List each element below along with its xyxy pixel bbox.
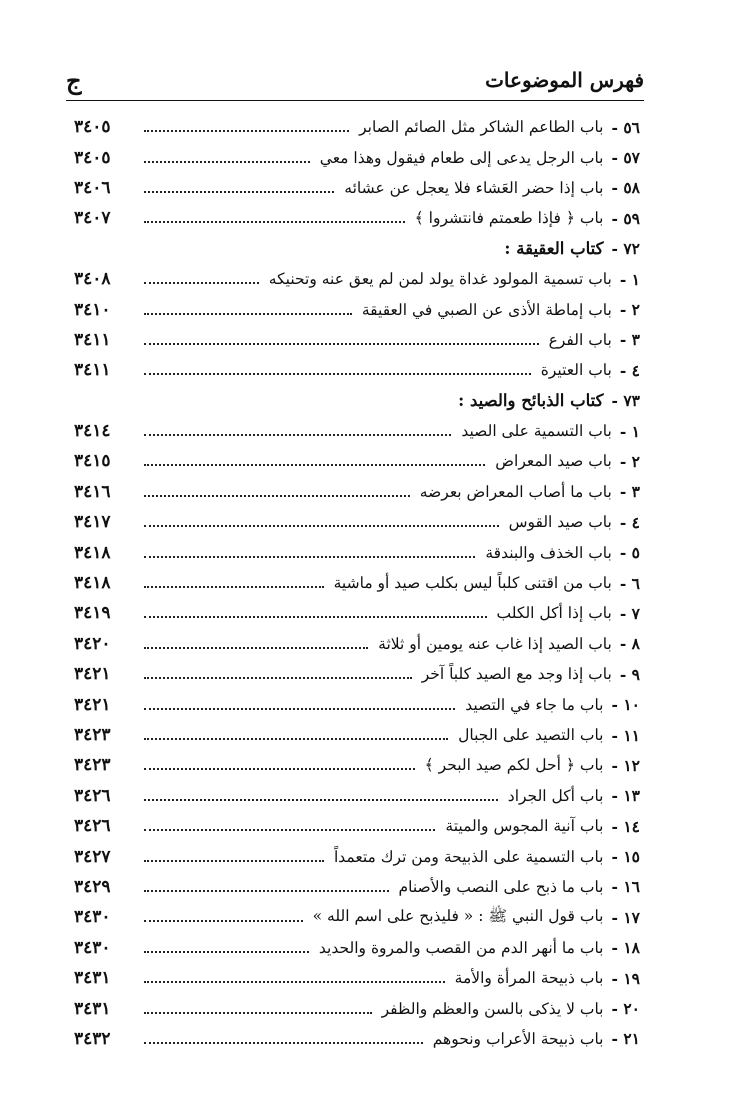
- toc-book-heading: [74, 234, 640, 264]
- dot-leader: [144, 556, 475, 558]
- toc-entry: [74, 841, 640, 871]
- toc-entry: [74, 993, 640, 1023]
- entry-title: باب تسمية المولود غداة يولد لمن لم يعق عنه وتحنيكه: [268, 270, 612, 289]
- entry-title: باب ذبيحة المرأة والأمة: [454, 969, 604, 988]
- dot-leader: [144, 677, 412, 679]
- dot-leader: [144, 647, 368, 649]
- entry-page-number: ٣٤١٨: [74, 542, 111, 563]
- entry-title: باب قول النبي ﷺ : « فليذبح على اسم الله »: [312, 906, 604, 925]
- entry-number: ٧٢ -: [611, 239, 640, 259]
- entry-page-number: ٣٤٢١: [74, 694, 111, 715]
- entry-title: باب ﴿ أحل لكم صيد البحر ﴾: [424, 756, 604, 775]
- entry-page-number: ٣٤٠٨: [74, 269, 111, 290]
- entry-page-number: ٣٤٠٦: [74, 177, 111, 198]
- entry-page-number: ٣٤٢١: [74, 664, 111, 685]
- dot-leader: [144, 738, 448, 740]
- entry-page-number: ٣٤٢٩: [74, 876, 111, 897]
- entry-page-number: ٣٤٢٧: [74, 846, 111, 867]
- entry-number: ٤ -: [619, 360, 640, 380]
- page-header: [66, 66, 644, 101]
- toc-entry: [74, 264, 640, 294]
- toc-entry: [74, 568, 640, 598]
- dot-leader: [144, 708, 455, 710]
- toc-entry: [74, 477, 640, 507]
- entry-title: كتاب العقيقة :: [504, 239, 604, 259]
- entry-page-number: ٣٤١٩: [74, 603, 111, 624]
- entry-number: ٤ -: [619, 512, 640, 532]
- toc-entry: [74, 720, 640, 750]
- toc-entry: [74, 173, 640, 203]
- dot-leader: [144, 616, 487, 618]
- entry-page-number: ٣٤٣١: [74, 998, 111, 1019]
- dot-leader: [144, 1042, 423, 1044]
- toc-entry: [74, 446, 640, 476]
- entry-page-number: ٣٤٢٠: [74, 633, 111, 654]
- toc-entry: [74, 537, 640, 567]
- entry-page-number: ٣٤٠٥: [74, 117, 111, 138]
- toc-entry: [74, 659, 640, 689]
- entry-number: ١١ -: [611, 725, 640, 745]
- toc-entry: [74, 203, 640, 233]
- entry-title: باب التسمية على الصيد: [461, 422, 612, 441]
- toc-book-heading: [74, 386, 640, 416]
- dot-leader: [144, 981, 445, 983]
- entry-title: باب صيد المعراض: [495, 452, 612, 471]
- toc-entry: [74, 689, 640, 719]
- toc-entry: [74, 629, 640, 659]
- dot-leader: [144, 191, 334, 193]
- entry-number: ١ -: [619, 269, 640, 289]
- entry-number: ١٥ -: [611, 847, 640, 867]
- entry-number: ٨ -: [619, 634, 640, 654]
- toc-entry: [74, 963, 640, 993]
- entry-title: باب إذا وجد مع الصيد كلباً آخر: [421, 665, 612, 684]
- toc-entry: [74, 142, 640, 172]
- dot-leader: [144, 920, 303, 922]
- entry-page-number: ٣٤٣٠: [74, 907, 111, 928]
- entry-page-number: ٣٤٢٦: [74, 816, 111, 837]
- page-letter: ج: [66, 66, 82, 95]
- entry-title: باب ما جاء في التصيد: [465, 695, 604, 714]
- entry-title: باب صيد القوس: [508, 513, 612, 532]
- entry-page-number: ٣٤١٦: [74, 481, 111, 502]
- dot-leader: [144, 373, 531, 375]
- entry-number: ١٩ -: [611, 968, 640, 988]
- entry-page-number: ٣٤٣٠: [74, 937, 111, 958]
- entry-page-number: ٣٤١٥: [74, 451, 111, 472]
- entry-page-number: ٣٤١١: [74, 360, 111, 381]
- entry-number: ٢ -: [619, 300, 640, 320]
- entry-title: باب إماطة الأذى عن الصبي في العقيقة: [361, 300, 612, 319]
- entry-number: ١٣ -: [611, 786, 640, 806]
- entry-number: ٥٧ -: [611, 148, 640, 168]
- entry-title: باب التسمية على الذبيحة ومن ترك متعمداً: [333, 847, 604, 866]
- entry-title: باب الخذف والبندقة: [485, 543, 612, 562]
- entry-number: ٢١ -: [611, 1029, 640, 1049]
- entry-page-number: ٣٤٣١: [74, 968, 111, 989]
- header-title: فهرس الموضوعات: [485, 68, 644, 92]
- entry-page-number: ٣٤٢٣: [74, 725, 111, 745]
- toc-entry: [74, 416, 640, 446]
- dot-leader: [144, 799, 498, 801]
- entry-title: باب إذا أكل الكلب: [496, 604, 612, 623]
- entry-page-number: ٣٤١١: [74, 329, 111, 350]
- entry-page-number: ٣٤٢٦: [74, 785, 111, 806]
- entry-title: باب ما أصاب المعراض بعرضه: [419, 482, 612, 501]
- entry-title: باب آنية المجوس والميتة: [445, 817, 604, 836]
- entry-page-number: ٣٤١٠: [74, 299, 111, 320]
- entry-title: باب ما أنهر الدم من القصب والمروة والحديد: [318, 938, 604, 957]
- entry-page-number: ٣٤١٧: [74, 512, 111, 533]
- dot-leader: [144, 951, 309, 953]
- toc-entry: [74, 1024, 640, 1054]
- entry-number: ١٤ -: [611, 816, 640, 836]
- dot-leader: [144, 221, 405, 223]
- entry-number: ٧ -: [619, 603, 640, 623]
- dot-leader: [144, 495, 410, 497]
- entry-number: ٧٣ -: [611, 391, 640, 411]
- entry-title: باب العتيرة: [540, 361, 612, 380]
- entry-title: باب أكل الجراد: [507, 786, 604, 805]
- table-of-contents: [74, 112, 640, 1054]
- entry-page-number: ٣٤١٨: [74, 573, 111, 594]
- entry-title: باب التصيد على الجبال: [458, 726, 604, 744]
- entry-page-number: ٣٤١٤: [74, 421, 111, 442]
- toc-entry: [74, 872, 640, 902]
- entry-number: ١٦ -: [611, 877, 640, 897]
- entry-number: ٢ -: [619, 451, 640, 471]
- dot-leader: [144, 282, 259, 284]
- dot-leader: [144, 434, 451, 436]
- toc-entry: [74, 355, 640, 385]
- entry-page-number: ٣٤٢٣: [74, 755, 111, 776]
- dot-leader: [144, 768, 415, 770]
- entry-title: كتاب الذبائح والصيد :: [458, 391, 604, 411]
- entry-number: ٩ -: [619, 664, 640, 684]
- entry-title: باب من اقتنى كلباً ليس بكلب صيد أو ماشية: [333, 574, 612, 593]
- toc-entry: [74, 294, 640, 324]
- entry-number: ٥٩ -: [611, 208, 640, 228]
- entry-title: باب ﴿ فإذا طعمتم فانتشروا ﴾: [414, 209, 604, 228]
- entry-title: باب ما ذبح على النصب والأصنام: [398, 877, 604, 896]
- dot-leader: [144, 313, 352, 315]
- toc-entry: [74, 811, 640, 841]
- dot-leader: [144, 829, 435, 831]
- entry-title: باب الفرع: [548, 330, 612, 349]
- entry-title: باب إذا حضر العَشاء فلا يعجل عن عشائه: [344, 178, 604, 197]
- entry-title: باب الصيد إذا غاب عنه يومين أو ثلاثة: [378, 634, 612, 653]
- dot-leader: [144, 1012, 372, 1014]
- entry-title: باب الطاعم الشاكر مثل الصائم الصابر: [359, 118, 604, 137]
- dot-leader: [144, 130, 349, 132]
- entry-number: ١ -: [619, 421, 640, 441]
- dot-leader: [144, 860, 324, 862]
- dot-leader: [144, 464, 485, 466]
- entry-number: ٢٠ -: [611, 999, 640, 1019]
- toc-entry: [74, 781, 640, 811]
- dot-leader: [144, 586, 324, 588]
- entry-number: ٥ -: [619, 543, 640, 563]
- toc-entry: [74, 902, 640, 932]
- entry-title: باب ذبيحة الأعراب ونحوهم: [432, 1029, 604, 1048]
- toc-entry: [74, 933, 640, 963]
- entry-number: ١٢ -: [611, 755, 640, 775]
- toc-entry: [74, 325, 640, 355]
- toc-entry: [74, 598, 640, 628]
- entry-title: باب الرجل يدعى إلى طعام فيقول وهذا معي: [319, 148, 604, 167]
- entry-number: ٣ -: [619, 482, 640, 502]
- entry-number: ١٨ -: [611, 938, 640, 958]
- entry-page-number: ٣٤٣٢: [74, 1028, 111, 1049]
- entry-page-number: ٣٤٠٥: [74, 147, 111, 168]
- dot-leader: [144, 890, 389, 892]
- entry-number: ٥٦ -: [611, 117, 640, 137]
- entry-number: ١٠ -: [611, 695, 640, 715]
- entry-number: ٦ -: [619, 573, 640, 593]
- toc-entry: [74, 507, 640, 537]
- entry-number: ٥٨ -: [611, 178, 640, 198]
- entry-number: ٣ -: [619, 330, 640, 350]
- dot-leader: [144, 525, 499, 527]
- toc-entry: [74, 112, 640, 142]
- dot-leader: [144, 343, 539, 345]
- entry-page-number: ٣٤٠٧: [74, 208, 111, 229]
- entry-title: باب لا يذكى بالسن والعظم والظفر: [381, 999, 604, 1018]
- dot-leader: [144, 161, 310, 163]
- entry-number: ١٧ -: [611, 907, 640, 927]
- toc-entry: [74, 750, 640, 780]
